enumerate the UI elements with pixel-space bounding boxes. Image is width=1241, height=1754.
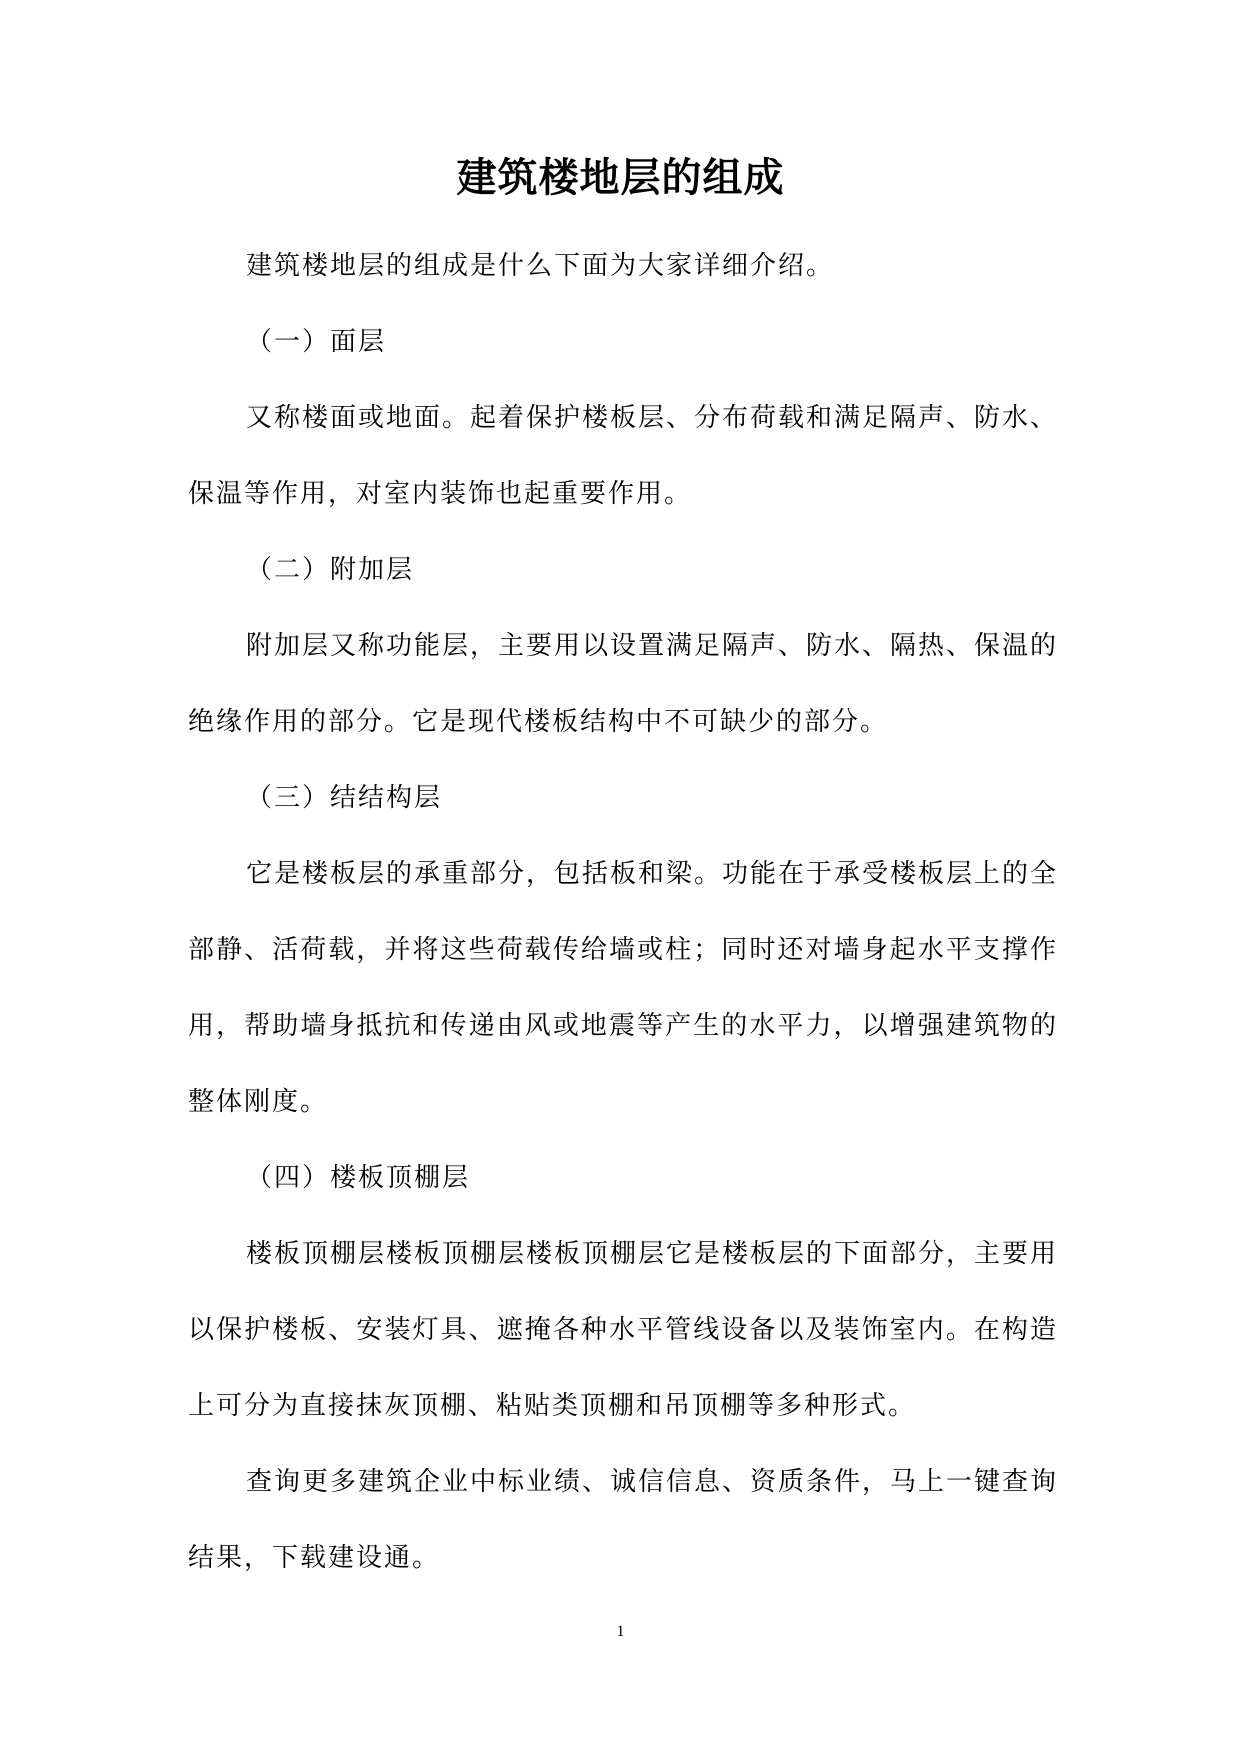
section-heading-additional-layer: （二）附加层 [246, 555, 415, 585]
paragraph-additional-layer: 附加层又称功能层，主要用以设置满足隔声、防水、隔热、保温的绝缘作用的部分。它是现代楼板结构中不可缺少的部分。 [188, 631, 1059, 737]
document-title: 建筑楼地层的组成 [456, 154, 785, 201]
paragraph-surface-layer: 又称楼面或地面。起着保护楼板层、分布荷载和满足隔声、防水、保温等作用，对室内装饰也起重要作用。 [188, 403, 1059, 509]
section-heading-ceiling-layer: （四）楼板顶棚层 [246, 1163, 471, 1193]
closing-paragraph: 查询更多建筑企业中标业绩、诚信信息、资质条件，马上一键查询结果，下载建设通。 [188, 1467, 1059, 1573]
paragraph-ceiling-layer: 楼板顶棚层楼板顶棚层楼板顶棚层它是楼板层的下面部分，主要用以保护楼板、安装灯具、遮掩各种水平管线设备以及装饰室内。在构造上可分为直接抹灰顶棚、粘贴类顶棚和吊顶棚等多种形式。 [188, 1239, 1059, 1421]
document-body [188, 228, 1058, 1596]
paragraph-structural-layer: 它是楼板层的承重部分，包括板和梁。功能在于承受楼板层上的全部静、活荷载，并将这些荷载传给墙或柱；同时还对墙身起水平支撑作用，帮助墙身抵抗和传递由风或地震等产生的水平力，以增强建筑物的整体刚度。 [188, 859, 1059, 1117]
section-heading-surface-layer: （一）面层 [246, 327, 387, 357]
section-heading-structural-layer: （三）结结构层 [246, 783, 443, 813]
page-number: 1 [616, 1623, 625, 1640]
intro-paragraph: 建筑楼地层的组成是什么下面为大家详细介绍。 [246, 251, 835, 281]
